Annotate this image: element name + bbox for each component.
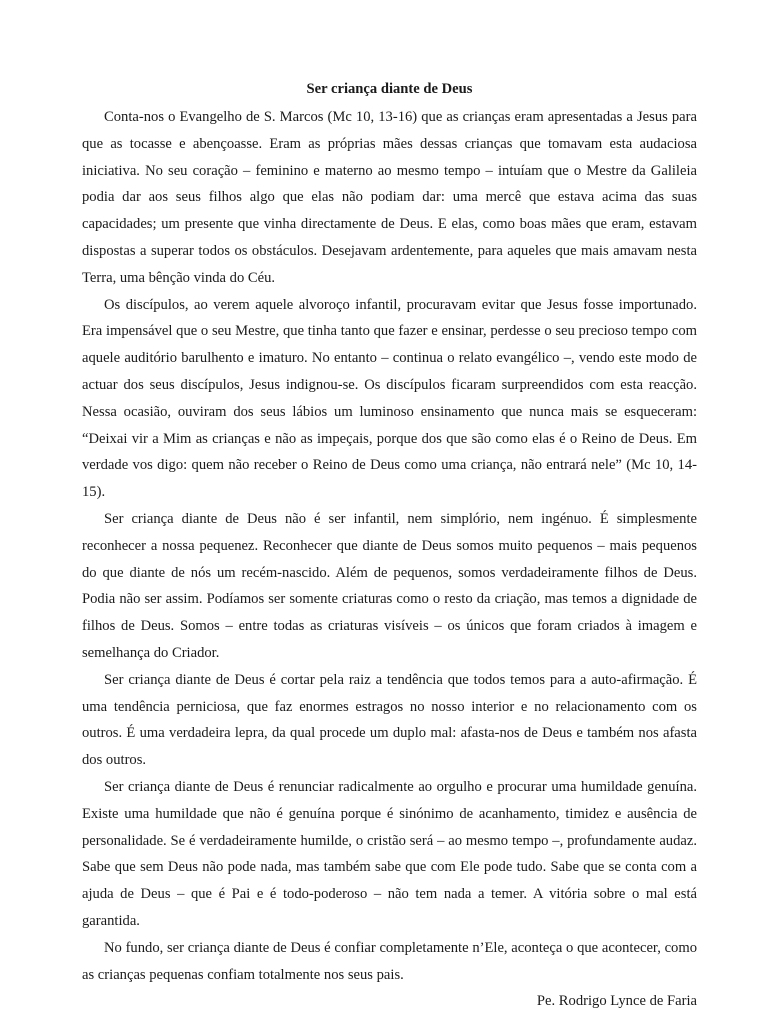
paragraph-5: Ser criança diante de Deus é renunciar radicalmente ao orgulho e procurar uma humildade genuína. Existe uma humildade que não é genuína porque é sinónimo de acanhamento, timidez e ausência de personalidade. Se é verdadeiramente humilde, o cristão será – ao mesmo tempo –, profundamente audaz. Sabe que sem Deus não pode nada, mas também sabe que com Ele pode tudo. Sabe que se conta com a ajuda de Deus – que é Pai e é todo-poderoso – não tem nada a temer. A vitória sobre o mal está garantida. <box>82 778 697 929</box>
paragraph-2: Os discípulos, ao verem aquele alvoroço infantil, procuravam evitar que Jesus fosse importunado. Era impensável que o seu Mestre, que tinha tanto que fazer e ensinar, perdesse o seu precioso tempo com aquele auditório barulhento e imaturo. No entanto – continua o relato evangélico –, vendo este modo de actuar dos seus discípulos, Jesus indignou-se. Os discípulos ficaram surpreendidos com esta reacção. Nessa ocasião, ouviram dos seus lábios um luminoso ensinamento que nunca mais se esqueceram: “Deixai vir a Mim as crianças e não as impeçais, porque dos que são como elas é o Reino de Deus. Em verdade vos digo: quem não receber o Reino de Deus como uma criança, não entrará nele” (Mc 10, 14-15). <box>82 296 697 501</box>
paragraph-3: Ser criança diante de Deus não é ser infantil, nem simplório, nem ingénuo. É simplesmente reconhecer a nossa pequenez. Reconhecer que diante de Deus somos muito pequenos – mais pequenos do que diante de nós um recém-nascido. Além de pequenos, somos verdadeiramente filhos de Deus. Podia não ser assim. Podíamos ser somente criaturas como o resto da criação, mas temos a dignidade de filhos de Deus. Somos – entre todas as criaturas visíveis – os únicos que foram criados à imagem e semelhança do Criador. <box>82 510 697 661</box>
paragraph-4: Ser criança diante de Deus é cortar pela raiz a tendência que todos temos para a auto-afirmação. É uma tendência perniciosa, que faz enormes estragos no nosso interior e no relacionamento com os outros. É uma verdadeira lepra, da qual procede um duplo mal: afasta-nos de Deus e também nos afasta dos outros. <box>82 671 697 769</box>
paragraph-1: Conta-nos o Evangelho de S. Marcos (Mc 10, 13-16) que as crianças eram apresentadas a Jesus para que as tocasse e abençoasse. Eram as próprias mães dessas crianças que tomavam esta audaciosa iniciativa. No seu coração – feminino e materno ao mesmo tempo – intuíam que o Mestre da Galileia podia dar aos seus filhos algo que elas não podiam dar: uma mercê que estava acima das suas capacidades; um presente que vinha directamente de Deus. E elas, como boas mães que eram, estavam dispostas a superar todos os obstáculos. Desejavam ardentemente, para aqueles que mais amavam nesta Terra, uma bênção vinda do Céu. <box>82 109 697 286</box>
paragraph-6: No fundo, ser criança diante de Deus é confiar completamente n’Ele, aconteça o que acontecer, como as crianças pequenas confiam totalmente nos seus pais. <box>82 939 697 983</box>
author-signature: Pe. Rodrigo Lynce de Faria <box>536 993 697 1010</box>
document-title: Ser criança diante de Deus <box>306 81 473 97</box>
document-page <box>82 74 697 1015</box>
